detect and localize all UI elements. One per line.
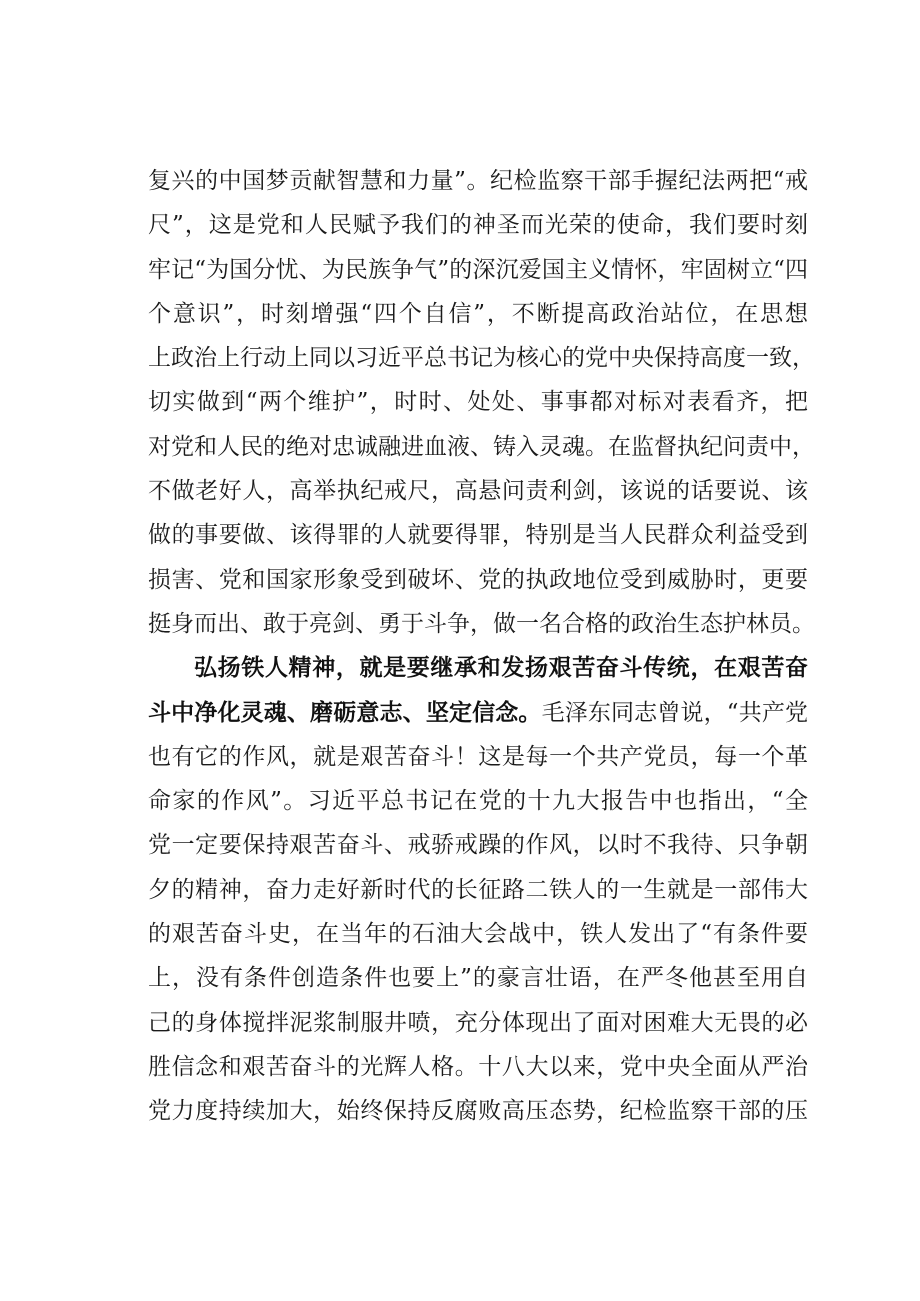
text-line: 损害、党和国家形象受到破坏、党的执政地位受到威胁时，更要 [148,566,808,593]
text-line: 上政治上行动上同以习近平总书记为核心的党中央保持高度一致， [148,345,815,372]
bold-heading-tail: 斗中净化灵魂、磨砺意志、坚定信念。 [148,698,542,726]
text-segment: 毛泽东同志曾说，“共产党 [541,699,809,726]
text-line: 上，没有条件创造条件也要上”的豪言壮语，在严冬他甚至用自 [148,965,808,992]
text-line: 尺”，这是党和人民赋予我们的神圣而光荣的使命，我们要时刻 [148,212,808,239]
body-text [148,159,815,1134]
text-line: 党力度持续加大，始终保持反腐败高压态势，纪检监察干部的压 [148,1098,808,1125]
text-line: 切实做到“两个维护”，时时、处处、事事都对标对表看齐，把 [148,389,808,416]
text-line: 做的事要做、该得罪的人就要得罪，特别是当人民群众利益受到 [148,522,808,549]
text-line: 的艰苦奋斗史，在当年的石油大会战中，铁人发出了“有条件要 [148,921,808,948]
text-line: 己的身体搅拌泥浆制服井喷，充分体现出了面对困难大无畏的必 [148,1009,808,1036]
text-line: 对党和人民的绝对忠诚融进血液、铸入灵魂。在监督执纪问责中， [148,433,815,460]
text-line: 夕的精神，奋力走好新时代的长征路二铁人的一生就是一部伟大 [148,876,808,903]
text-line: 牢记“为国分忧、为民族争气”的深沉爱国主义情怀，牢固树立“四 [148,256,808,283]
text-line: 党一定要保持艰苦奋斗、戒骄戒躁的作风，以时不我待、只争朝 [148,832,808,859]
text-line: 也有它的作风，就是艰苦奋斗！这是每一个共产党员，每一个革 [148,743,808,770]
mixed-text-line [148,691,808,735]
text-line: 复兴的中国梦贡献智慧和力量”。纪检监察干部手握纪法两把“戒 [148,168,808,194]
text-line: 不做老好人，高举执纪戒尺，高悬问责利剑，该说的话要说、该 [148,478,808,505]
text-line: 个意识”，时刻增强“四个自信”，不断提高政治站位，在思想 [148,300,808,327]
text-line: 命家的作风”。习近平总书记在党的十九大报告中也指出，“全 [148,788,808,815]
text-line: 挺身而出、敢于亮剑、勇于斗争，做一名合格的政治生态护林员。 [148,610,815,637]
bold-heading-line: 弘扬铁人精神，就是要继承和发扬艰苦奋斗传统，在艰苦奋 [194,654,808,682]
text-line: 胜信念和艰苦奋斗的光辉人格。十八大以来，党中央全面从严治 [148,1053,808,1080]
